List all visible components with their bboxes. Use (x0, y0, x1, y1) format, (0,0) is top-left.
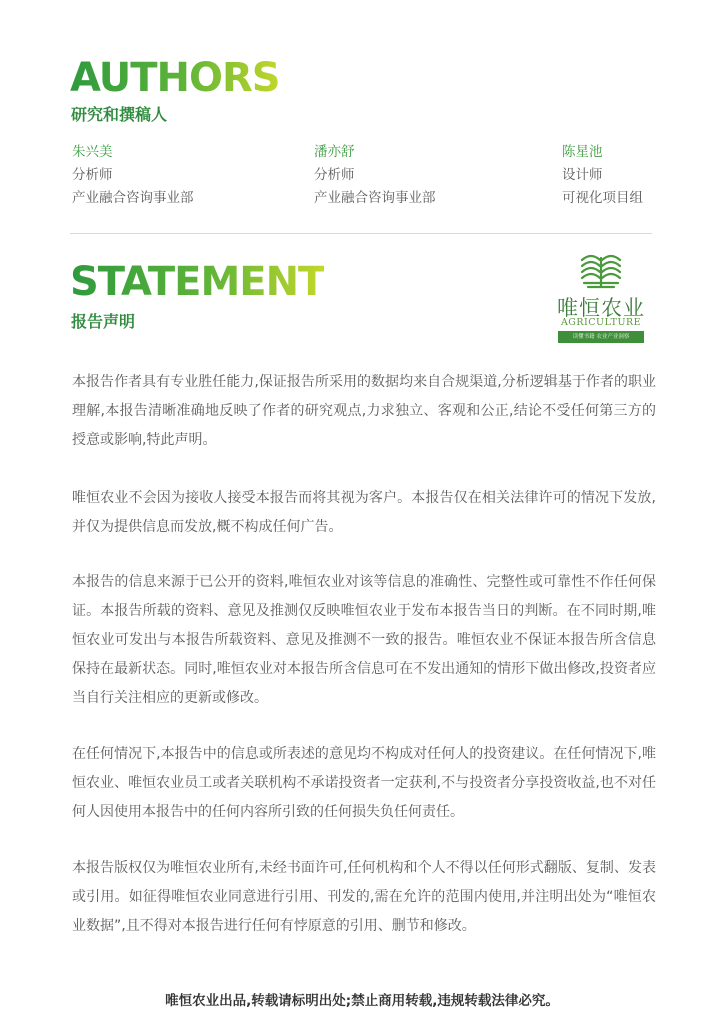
authors-title: AUTHORS (70, 55, 280, 101)
author-dept: 产业融合咨询事业部 (314, 190, 436, 206)
statement-paragraph: 本报告版权仅为唯恒农业所有,未经书面许可,任何机构和个人不得以任何形式翻版、复制、发表或引用。如征得唯恒农业同意进行引用、刊发的,需在允许的范围内使用,并注明出处为“唯恒农业数据”,且不得对本报告进行任何有悖原意的引用、删节和修改。 (72, 860, 656, 934)
logo-name-cn: 唯恒农业 (557, 296, 645, 320)
authors-subtitle: 研究和撰稿人 (71, 105, 168, 124)
author-name: 朱兴美 (72, 144, 113, 160)
author-role: 设计师 (562, 167, 603, 183)
author-card (314, 141, 436, 210)
author-dept: 可视化项目组 (562, 190, 643, 206)
statement-paragraph: 唯恒农业不会因为接收人接受本报告而将其视为客户。本报告仅在相关法律许可的情况下发放,并仅为提供信息而发放,概不构成任何广告。 (72, 490, 656, 535)
company-logo (556, 248, 646, 344)
statement-title: STATEMENT (70, 259, 325, 305)
author-role: 分析师 (314, 167, 355, 183)
statement-paragraph: 本报告的信息来源于已公开的资料,唯恒农业对该等信息的准确性、完整性或可靠性不作任何保证。本报告所载的资料、意见及推测仅反映唯恒农业于发布本报告当日的判断。在不同时期,唯恒农业可发出与本报告所载资料、意见及推测不一致的报告。唯恒农业不保证本报告所含信息保持在最新状态。同时,唯恒农业对本报告所含信息可在不发出通知的情形下做出修改,投资者应当自行关注相应的更新或修改。 (72, 574, 656, 706)
footer-notice: 唯恒农业出品,转载请标明出处;禁止商用转载,违规转载法律必究。 (165, 993, 559, 1009)
author-card (72, 141, 194, 210)
book-leaf-icon (579, 250, 623, 290)
logo-name-en: AGRICULTURE (560, 317, 642, 328)
author-name: 陈星池 (562, 144, 603, 160)
statement-paragraph: 本报告作者具有专业胜任能力,保证报告所采用的数据均来自合规渠道,分析逻辑基于作者的职业理解,本报告清晰准确地反映了作者的研究观点,力求独立、客观和公正,结论不受任何第三方的授意或影响,特此声明。 (72, 374, 656, 448)
section-divider (70, 233, 652, 234)
author-name: 潘亦舒 (314, 144, 355, 160)
statement-paragraph: 在任何情况下,本报告中的信息或所表述的意见均不构成对任何人的投资建议。在任何情况下,唯恒农业、唯恒农业员工或者关联机构不承诺投资者一定获利,不与投资者分享投资收益,也不对任何人因使用本报告中的任何内容所引致的任何损失负任何责任。 (72, 746, 656, 820)
statement-subtitle: 报告声明 (71, 312, 136, 331)
author-dept: 产业融合咨询事业部 (72, 190, 194, 206)
author-card (562, 141, 643, 210)
author-role: 分析师 (72, 167, 113, 183)
logo-band: 读懂书籍 农业产业洞察 (558, 331, 644, 343)
